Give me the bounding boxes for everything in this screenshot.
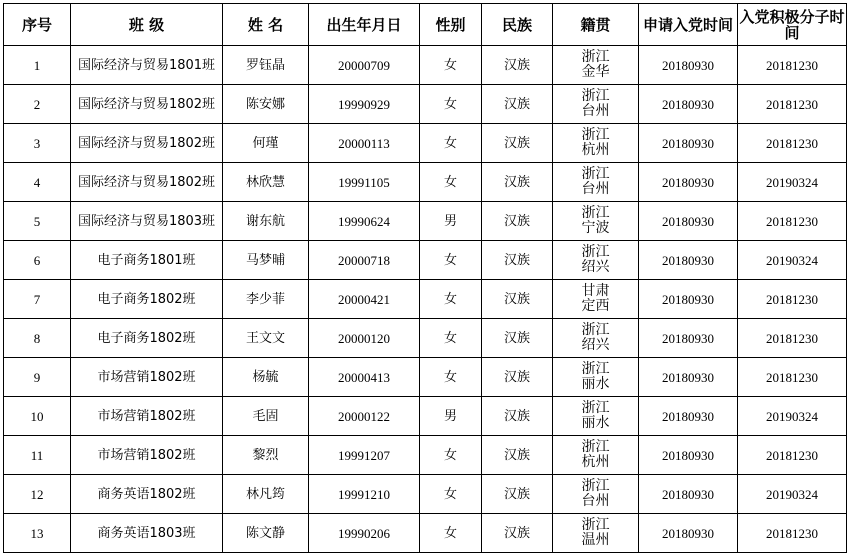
table-row [4, 358, 847, 397]
header-application-date: 申请入党时间 [639, 4, 738, 46]
table-row [4, 163, 847, 202]
cell-name: 杨毓 [223, 358, 309, 397]
cell-application-date: 20180930 [639, 202, 738, 241]
cell-application-date: 20180930 [639, 46, 738, 85]
table-row [4, 514, 847, 553]
table-row [4, 436, 847, 475]
cell-origin [553, 85, 639, 124]
cell-application-date: 20180930 [639, 241, 738, 280]
cell-name: 何瑾 [223, 124, 309, 163]
cell-name: 陈文静 [223, 514, 309, 553]
cell-class: 国际经济与贸易1802班 [71, 85, 223, 124]
cell-application-date: 20180930 [639, 280, 738, 319]
cell-gender: 女 [420, 358, 482, 397]
header-row [4, 4, 847, 46]
cell-ethnicity: 汉族 [482, 46, 553, 85]
cell-birthdate: 19990206 [309, 514, 420, 553]
cell-origin [553, 436, 639, 475]
cell-birthdate: 19991207 [309, 436, 420, 475]
cell-class: 商务英语1803班 [71, 514, 223, 553]
cell-name: 谢东航 [223, 202, 309, 241]
cell-activist-date: 20190324 [738, 163, 847, 202]
origin-text: 浙江丽水 [581, 361, 610, 392]
cell-origin [553, 124, 639, 163]
cell-birthdate: 20000421 [309, 280, 420, 319]
cell-index: 5 [4, 202, 71, 241]
cell-birthdate: 20000413 [309, 358, 420, 397]
cell-activist-date: 20181230 [738, 124, 847, 163]
cell-index: 1 [4, 46, 71, 85]
cell-origin [553, 397, 639, 436]
cell-birthdate: 20000113 [309, 124, 420, 163]
cell-index: 6 [4, 241, 71, 280]
cell-activist-date: 20190324 [738, 475, 847, 514]
cell-application-date: 20180930 [639, 85, 738, 124]
origin-text: 浙江温州 [581, 517, 610, 548]
cell-ethnicity: 汉族 [482, 475, 553, 514]
table-row [4, 46, 847, 85]
cell-gender: 女 [420, 124, 482, 163]
table-row [4, 280, 847, 319]
table-body [4, 46, 847, 553]
cell-name: 黎烈 [223, 436, 309, 475]
cell-ethnicity: 汉族 [482, 85, 553, 124]
header-index: 序号 [4, 4, 71, 46]
cell-application-date: 20180930 [639, 319, 738, 358]
cell-activist-date: 20181230 [738, 319, 847, 358]
cell-name: 毛固 [223, 397, 309, 436]
cell-origin [553, 163, 639, 202]
cell-birthdate: 20000120 [309, 319, 420, 358]
cell-class: 市场营销1802班 [71, 436, 223, 475]
table-row [4, 475, 847, 514]
cell-index: 10 [4, 397, 71, 436]
cell-index: 4 [4, 163, 71, 202]
cell-class: 国际经济与贸易1803班 [71, 202, 223, 241]
header-name: 姓 名 [223, 4, 309, 46]
cell-application-date: 20180930 [639, 475, 738, 514]
cell-index: 12 [4, 475, 71, 514]
cell-gender: 女 [420, 85, 482, 124]
cell-birthdate: 19991105 [309, 163, 420, 202]
cell-name: 王文文 [223, 319, 309, 358]
cell-gender: 男 [420, 202, 482, 241]
cell-ethnicity: 汉族 [482, 124, 553, 163]
origin-text: 甘肃定西 [581, 283, 610, 314]
cell-activist-date: 20190324 [738, 397, 847, 436]
cell-index: 2 [4, 85, 71, 124]
cell-ethnicity: 汉族 [482, 280, 553, 319]
cell-class: 电子商务1802班 [71, 319, 223, 358]
cell-ethnicity: 汉族 [482, 241, 553, 280]
cell-ethnicity: 汉族 [482, 319, 553, 358]
cell-ethnicity: 汉族 [482, 436, 553, 475]
cell-name: 林欣慧 [223, 163, 309, 202]
cell-activist-date: 20181230 [738, 85, 847, 124]
origin-text: 浙江台州 [581, 166, 610, 197]
cell-activist-date: 20181230 [738, 514, 847, 553]
origin-text: 浙江金华 [581, 49, 610, 80]
header-origin: 籍贯 [553, 4, 639, 46]
member-table [3, 3, 847, 553]
cell-index: 3 [4, 124, 71, 163]
cell-activist-date: 20181230 [738, 280, 847, 319]
cell-origin [553, 46, 639, 85]
cell-activist-date: 20181230 [738, 202, 847, 241]
cell-gender: 男 [420, 397, 482, 436]
cell-origin [553, 241, 639, 280]
cell-birthdate: 19990929 [309, 85, 420, 124]
cell-index: 7 [4, 280, 71, 319]
cell-origin [553, 475, 639, 514]
table-row [4, 319, 847, 358]
cell-activist-date: 20181230 [738, 46, 847, 85]
cell-gender: 女 [420, 514, 482, 553]
cell-birthdate: 19991210 [309, 475, 420, 514]
origin-text: 浙江杭州 [581, 439, 610, 470]
cell-gender: 女 [420, 163, 482, 202]
cell-gender: 女 [420, 280, 482, 319]
cell-activist-date: 20190324 [738, 241, 847, 280]
cell-name: 林凡筠 [223, 475, 309, 514]
cell-origin [553, 202, 639, 241]
cell-name: 罗钰晶 [223, 46, 309, 85]
cell-origin [553, 358, 639, 397]
origin-text: 浙江杭州 [581, 127, 610, 158]
cell-index: 8 [4, 319, 71, 358]
cell-gender: 女 [420, 436, 482, 475]
cell-index: 13 [4, 514, 71, 553]
table-row [4, 85, 847, 124]
cell-ethnicity: 汉族 [482, 514, 553, 553]
origin-text: 浙江绍兴 [581, 322, 610, 353]
cell-application-date: 20180930 [639, 397, 738, 436]
cell-ethnicity: 汉族 [482, 202, 553, 241]
cell-gender: 女 [420, 475, 482, 514]
table-row [4, 241, 847, 280]
cell-activist-date: 20181230 [738, 358, 847, 397]
cell-birthdate: 19990624 [309, 202, 420, 241]
cell-gender: 女 [420, 241, 482, 280]
cell-application-date: 20180930 [639, 163, 738, 202]
cell-ethnicity: 汉族 [482, 358, 553, 397]
cell-class: 电子商务1801班 [71, 241, 223, 280]
table-row [4, 124, 847, 163]
cell-name: 马梦晡 [223, 241, 309, 280]
cell-application-date: 20180930 [639, 124, 738, 163]
cell-class: 市场营销1802班 [71, 358, 223, 397]
cell-class: 国际经济与贸易1802班 [71, 124, 223, 163]
cell-gender: 女 [420, 46, 482, 85]
cell-birthdate: 20000718 [309, 241, 420, 280]
header-class: 班 级 [71, 4, 223, 46]
cell-name: 李少菲 [223, 280, 309, 319]
cell-origin [553, 514, 639, 553]
cell-index: 9 [4, 358, 71, 397]
cell-activist-date: 20181230 [738, 436, 847, 475]
origin-text: 浙江台州 [581, 478, 610, 509]
header-ethnicity: 民族 [482, 4, 553, 46]
cell-class: 国际经济与贸易1802班 [71, 163, 223, 202]
cell-ethnicity: 汉族 [482, 163, 553, 202]
cell-ethnicity: 汉族 [482, 397, 553, 436]
header-activist-date: 入党积极分子时间 [738, 4, 847, 46]
origin-text: 浙江丽水 [581, 400, 610, 431]
cell-origin [553, 280, 639, 319]
origin-text: 浙江绍兴 [581, 244, 610, 275]
header-gender: 性别 [420, 4, 482, 46]
origin-text: 浙江台州 [581, 88, 610, 119]
cell-index: 11 [4, 436, 71, 475]
cell-class: 国际经济与贸易1801班 [71, 46, 223, 85]
cell-application-date: 20180930 [639, 514, 738, 553]
cell-origin [553, 319, 639, 358]
cell-class: 电子商务1802班 [71, 280, 223, 319]
cell-class: 商务英语1802班 [71, 475, 223, 514]
table-row [4, 397, 847, 436]
table-row [4, 202, 847, 241]
header-birthdate: 出生年月日 [309, 4, 420, 46]
cell-name: 陈安娜 [223, 85, 309, 124]
cell-birthdate: 20000709 [309, 46, 420, 85]
origin-text: 浙江宁波 [581, 205, 610, 236]
cell-gender: 女 [420, 319, 482, 358]
cell-class: 市场营销1802班 [71, 397, 223, 436]
cell-birthdate: 20000122 [309, 397, 420, 436]
cell-application-date: 20180930 [639, 358, 738, 397]
cell-application-date: 20180930 [639, 436, 738, 475]
